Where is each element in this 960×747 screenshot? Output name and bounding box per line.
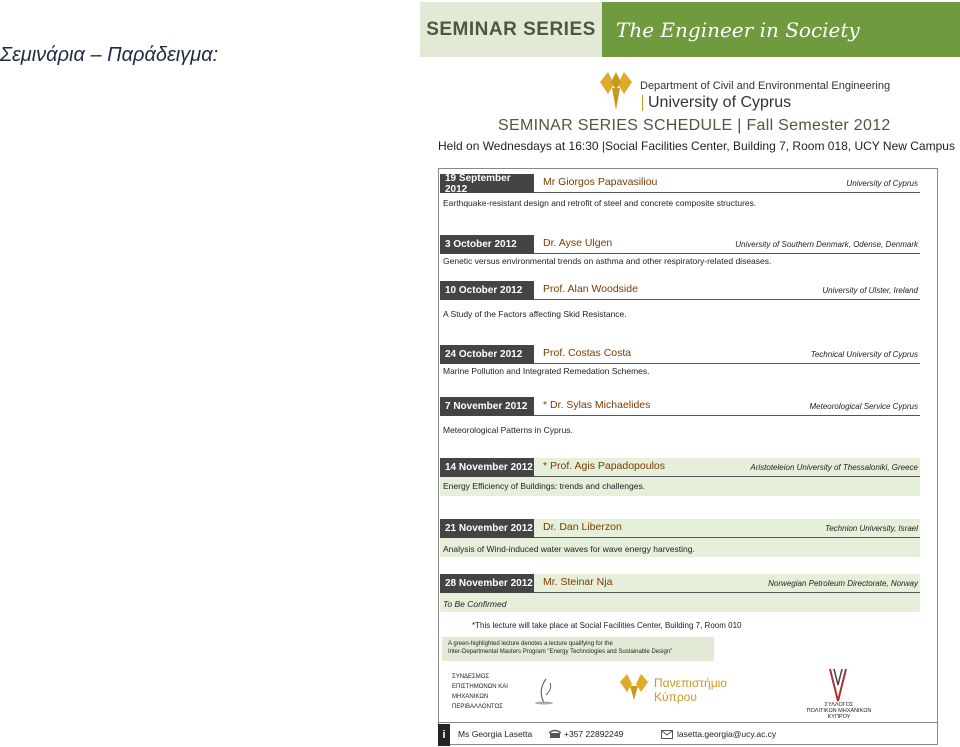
- entry-topic: Earthquake-resistant design and retrofit of steel and concrete composite structures.: [443, 198, 757, 208]
- entry-speaker: Prof. Costas Costa: [543, 347, 632, 359]
- entry-date: 3 October 2012: [440, 235, 534, 254]
- logo-divider: [642, 95, 643, 111]
- cy-text-line: Πανεπιστήμιο: [654, 676, 727, 690]
- entry-speaker: Dr. Dan Liberzon: [543, 521, 622, 533]
- entry-topic: Marine Pollution and Integrated Remedation Schemes.: [443, 366, 650, 376]
- entry-topic: Genetic versus environmental trends on asthma and other respiratory-related diseases.: [443, 256, 772, 266]
- contact-footer: [438, 722, 938, 746]
- entry-affiliation: Technical University of Cyprus: [810, 350, 918, 359]
- seminar-flyer: [420, 0, 960, 747]
- assoc-line: ΣΥΛΛΟΓΟΣ: [824, 702, 854, 708]
- entry-rule: [534, 299, 920, 300]
- phone-icon: [549, 729, 561, 739]
- entry-speaker: * Dr. Sylas Michaelides: [543, 399, 651, 411]
- entry-affiliation: Meteorological Service Cyprus: [809, 402, 918, 411]
- entry-rule: [534, 192, 920, 193]
- entry-speaker: Mr Giorgos Papavasiliou: [543, 176, 658, 188]
- banner: [420, 2, 960, 57]
- contact-email: lasetta.georgia@ucy.ac.cy: [677, 729, 777, 739]
- entry-date: 7 November 2012: [440, 397, 534, 416]
- entry-date: 21 November 2012: [440, 519, 534, 538]
- mail-icon: [661, 730, 673, 739]
- banner-tagline: The Engineer in Society: [602, 2, 960, 57]
- entry-topic: Meteorological Patterns in Cyprus.: [443, 425, 573, 435]
- assoc-line: ΚΥΠΡΟΥ: [827, 714, 851, 720]
- assoc-line: ΕΠΙΣΤΗΜΟΝΩΝ ΚΑΙ: [452, 684, 508, 690]
- green-legend-line: Inter-Departmental Masters Program "Energy Technologies and Sustainable Design": [448, 649, 673, 655]
- department-name: Department of Civil and Environmental Engineering: [640, 80, 891, 92]
- contact-phone: +357 22892249: [564, 729, 624, 739]
- entry-rule: [534, 363, 920, 364]
- university-seal-icon: [618, 672, 650, 702]
- assoc-line: ΠΕΡΙΒΑΛΛΟΝΤΟΣ: [452, 704, 503, 710]
- association-civil-engineers: [804, 702, 874, 720]
- entry-speaker: * Prof. Agis Papadopoulos: [543, 460, 666, 472]
- entry-date: 19 September 2012: [440, 174, 534, 193]
- green-legend: [442, 637, 714, 661]
- entry-topic: Energy Efficiency of Buildings: trends and challenges.: [443, 481, 646, 491]
- entry-rule: [534, 253, 920, 254]
- schedule-title: SEMINAR SERIES SCHEDULE | Fall Semester 2012: [498, 117, 891, 134]
- entry-speaker: Prof. Alan Woodside: [543, 283, 638, 295]
- entry-affiliation: Aristoteleion University of Thessaloniki, Greece: [750, 463, 918, 472]
- entry-date: 28 November 2012: [440, 574, 534, 593]
- entry-rule: [534, 537, 920, 538]
- entry-affiliation: University of Southern Denmark, Odense, Denmark: [735, 240, 918, 249]
- entry-affiliation: University of Cyprus: [846, 179, 918, 188]
- entry-affiliation: Technion University, Israel: [825, 524, 918, 533]
- entry-speaker: Mr. Steinar Nja: [543, 576, 613, 588]
- schedule-location: Held on Wednesdays at 16:30 |Social Facilities Center, Building 7, Room 018, UCY New Campus: [438, 139, 955, 153]
- entry-rule: [534, 592, 920, 593]
- entry-date: 10 October 2012: [440, 281, 534, 300]
- entry-date: 14 November 2012: [440, 458, 534, 477]
- entry-topic: To Be Confirmed: [443, 599, 507, 609]
- university-name: University of Cyprus: [648, 94, 792, 111]
- entry-affiliation: Norwegian Petroleum Directorate, Norway: [768, 579, 918, 588]
- entry-topic: Analysis of Wind-induced water waves for wave energy harvesting.: [443, 544, 695, 554]
- contact-name: Ms Georgia Lasetta: [458, 729, 533, 739]
- entry-affiliation: University of Ulster, Ireland: [822, 286, 918, 295]
- assoc-line: ΜΗΧΑΝΙΚΩΝ: [452, 694, 489, 700]
- university-name-greek: [654, 676, 727, 704]
- entry-rule: [534, 476, 920, 477]
- entry-date: 24 October 2012: [440, 345, 534, 364]
- entry-rule: [534, 415, 920, 416]
- university-logo-icon: [598, 70, 634, 112]
- green-legend-line: A green-highlighted lecture denotes a lecture qualifying for the: [448, 641, 613, 647]
- association-environment: [452, 672, 508, 712]
- assoc-line: ΠΟΛΙΤΙΚΩΝ ΜΗΧΑΝΙΚΩΝ: [806, 708, 872, 714]
- slide-title: Σεμινάρια – Παράδειγμα:: [0, 44, 219, 66]
- cy-text-line: Κύπρου: [654, 690, 697, 704]
- info-icon: i: [438, 724, 450, 746]
- civil-engineers-logo-icon: [824, 665, 852, 705]
- entry-speaker: Dr. Ayse Ulgen: [543, 237, 613, 249]
- entry-topic: A Study of the Factors affecting Skid Resistance.: [443, 309, 627, 319]
- sprout-logo-icon: [530, 675, 558, 705]
- room-note: *This lecture will take place at Social Facilities Center, Building 7, Room 010: [472, 621, 742, 630]
- assoc-line: ΣΥΝΔΕΣΜΟΣ: [452, 674, 490, 680]
- banner-series: SEMINAR SERIES: [420, 2, 602, 57]
